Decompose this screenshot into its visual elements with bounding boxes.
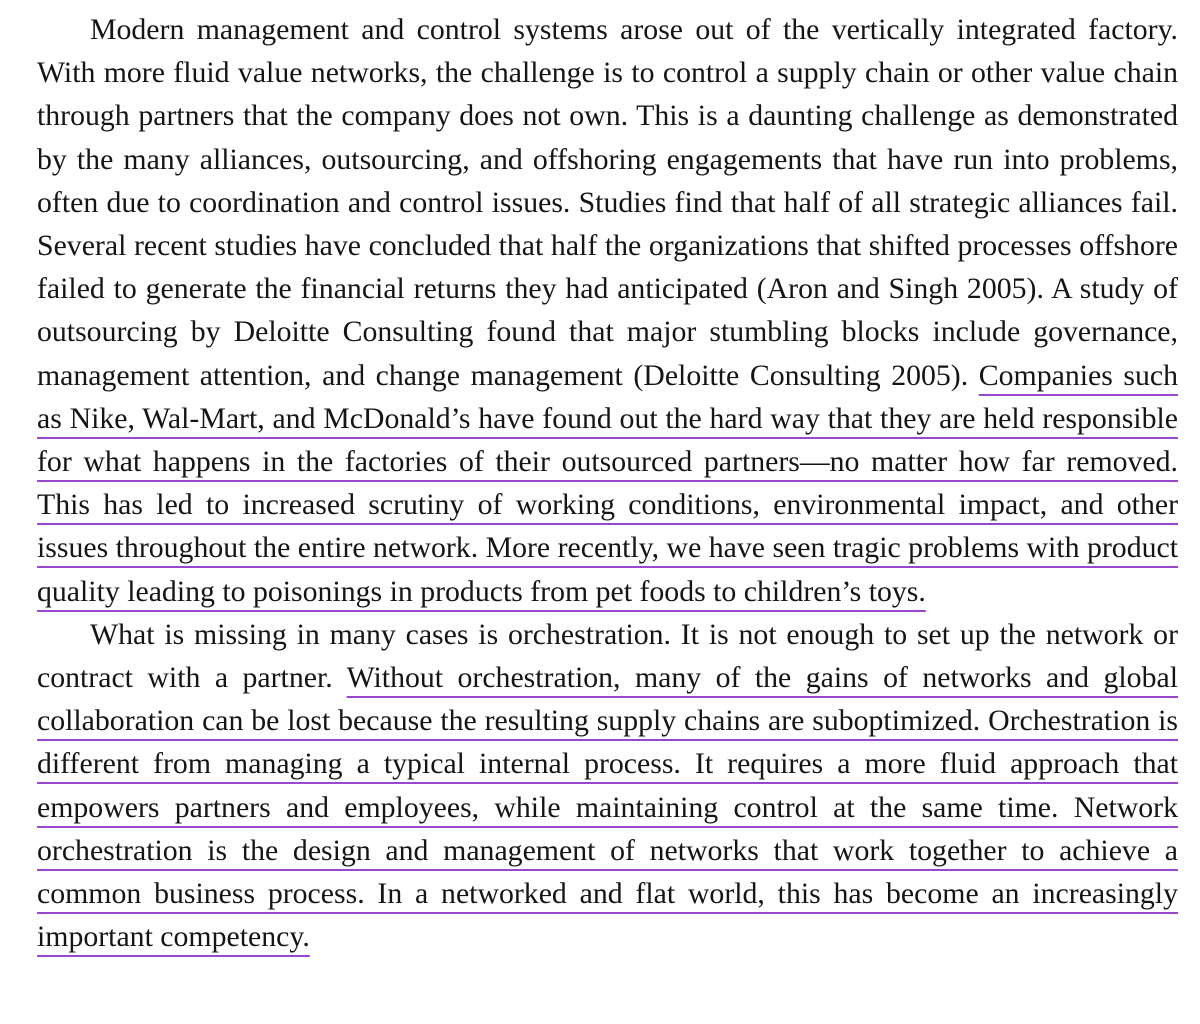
paragraph-1-underlined-text[interactable]: Companies such as Nike, Wal-Mart, and McDonald’s have found out the hard way that they are held responsible for what happens in the factories of their outsourced partners—no matter how far removed. This has led to increased scrutiny of working conditions, environmental impact, and other issues throughout the entire network. More recently, we have seen tragic problems with product quality leading to poisonings in products from pet foods to children’s toys. bbox=[37, 358, 1179, 608]
paragraph-2-plain-text: What is missing in many cases is orchestration. It is not enough to set up the network or contract with a partner. bbox=[37, 617, 1178, 695]
paragraph-1-plain-text: Modern management and control systems arose out of the vertically integrated factory. With more fluid value networks, the challenge is to control a supply chain or other value chain through partners that the company does not own. This is a daunting challenge as demonstrated by the many alliances, outsourcing, and offshoring engagements that have run into problems, often due to coordination and control issues. Studies find that half of all strategic alliances fail. Several recent studies have concluded that half the organizations that shifted processes offshore failed to generate the financial returns they had anticipated (Aron and Singh 2005). A study of outsourcing by Deloitte Consulting found that major stumbling blocks include governance, management attention, and change management (Deloitte Consulting 2005). bbox=[37, 13, 1178, 392]
paragraph-2-underlined-text[interactable]: Without orchestration, many of the gains of networks and global collaboration can be lost because the resulting supply chains are suboptimized. Orchestration is different from managing a typical internal process. It requires a more fluid approach that empowers partners and employees, while maintaining control at the same time. Network orchestration is the design and management of networks that work together to achieve a common business process. In a networked and flat world, this has become an increasingly important competency. bbox=[37, 661, 1178, 954]
paragraph-1 bbox=[37, 8, 1178, 613]
paragraph-2 bbox=[37, 613, 1178, 959]
